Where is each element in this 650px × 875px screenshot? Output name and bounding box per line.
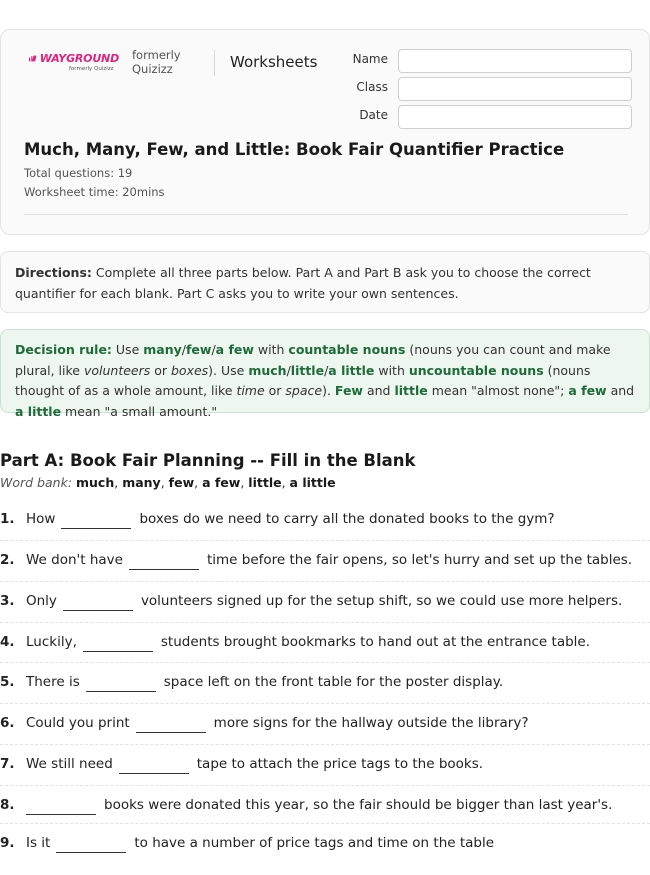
question-row (0, 634, 650, 674)
rule-text: or (264, 383, 286, 398)
worksheet-title: Much, Many, Few, and Little: Book Fair Quantifier Practice (24, 140, 565, 159)
name-label: Name (352, 52, 388, 66)
question-stem (26, 674, 503, 692)
part-a-title: Part A: Book Fair Planning -- Fill in the Blank (0, 451, 416, 470)
quantifier-a-little: a little (328, 362, 375, 378)
question-text-before: We still need (26, 756, 113, 772)
word-bank-item: little (248, 475, 282, 490)
header-bottom-divider (24, 214, 628, 215)
question-text-before: How (26, 511, 56, 527)
rule-text: (nouns thought of as a whole amount, like (15, 362, 591, 398)
word-bank-item: few (168, 475, 195, 490)
word-bank-item: a few (202, 475, 241, 490)
answer-blank[interactable] (136, 718, 206, 733)
formerly-quizizz-label: formerly Quizizz (132, 48, 181, 76)
total-questions: Total questions: 19 (24, 166, 133, 180)
question-text-before: Is it (26, 835, 51, 851)
question-number: 8. (0, 797, 15, 813)
word-bank-item: many (122, 475, 161, 490)
a-little-term: a little (15, 403, 62, 419)
question-stem (26, 511, 555, 529)
directions-text: Complete all three parts below. Part A and Part B ask you to choose the correct quantifier for each blank. Part C asks you to write your own sentences. (15, 265, 591, 301)
worksheets-label: Worksheets (230, 53, 318, 71)
question-row (0, 835, 650, 875)
logo-mark-icon (29, 54, 37, 63)
answer-blank[interactable] (86, 677, 156, 692)
quantifier-a-few: a few (215, 342, 254, 357)
answer-blank[interactable] (61, 514, 131, 529)
word-bank-item: a little (289, 475, 336, 490)
rule-text: mean "a small amount." (61, 403, 218, 419)
rule-text: Use (111, 342, 144, 357)
question-row (0, 797, 650, 837)
question-text-before: Could you print (26, 715, 130, 731)
rule-text: ). Use (208, 362, 249, 378)
question-stem (26, 593, 622, 611)
question-text-before: Luckily, (26, 634, 77, 650)
question-row (0, 715, 650, 755)
answer-blank[interactable] (26, 800, 96, 815)
wayground-logo (29, 52, 119, 72)
question-stem (26, 835, 494, 853)
rule-text: (nouns you can count and make plural, like (15, 342, 611, 378)
question-separator (0, 823, 650, 825)
question-separator (0, 703, 650, 705)
question-number: 3. (0, 593, 15, 609)
question-text-after: students brought bookmarks to hand out at the entrance table. (160, 634, 591, 650)
directions-label: Directions: (15, 265, 92, 280)
directions-box (0, 251, 650, 313)
question-text-before: There is (26, 674, 80, 690)
rule-text: with (374, 362, 409, 378)
question-text-after: tape to attach the price tags to the books. (196, 756, 484, 772)
header-divider (214, 50, 215, 76)
date-field[interactable] (398, 105, 632, 129)
question-number: 7. (0, 756, 15, 772)
question-separator (0, 744, 650, 746)
question-number: 1. (0, 511, 15, 527)
question-stem (26, 797, 612, 815)
rule-text: and (362, 383, 395, 398)
quantifier-little: little (290, 362, 325, 378)
question-text-after: volunteers signed up for the setup shift, so we could use more helpers. (140, 593, 623, 609)
class-label: Class (356, 80, 388, 94)
question-stem (26, 552, 632, 570)
answer-blank[interactable] (56, 838, 126, 853)
word-bank-item: much (76, 475, 115, 490)
question-row (0, 674, 650, 714)
question-number: 6. (0, 715, 15, 731)
question-number: 4. (0, 634, 15, 650)
rule-text: mean "almost none"; (427, 383, 569, 398)
countable-nouns-label: countable nouns (288, 342, 406, 357)
quantifier-few: few (185, 342, 212, 357)
class-field[interactable] (398, 77, 632, 101)
question-separator (0, 622, 650, 624)
quantifier-much: much (248, 362, 287, 378)
question-separator (0, 540, 650, 542)
question-text-after: books were donated this year, so the fair should be bigger than last year's. (104, 797, 613, 813)
answer-blank[interactable] (63, 596, 133, 611)
question-text-before: We don't have (26, 552, 123, 568)
answer-blank[interactable] (83, 637, 153, 652)
word-bank: Word bank: much, many, few, a few, little, a little (0, 475, 336, 490)
question-stem (26, 756, 483, 774)
question-text-after: time before the fair opens, so let's hurry and set up the tables. (206, 552, 633, 568)
uncountable-nouns-label: uncountable nouns (408, 362, 544, 378)
example-volunteers: volunteers (83, 362, 151, 378)
rule-text: or (150, 362, 171, 378)
logo-subtext: formerly Quizizz (69, 66, 114, 72)
worksheet-time: Worksheet time: 20mins (24, 185, 165, 199)
question-row (0, 552, 650, 592)
question-row (0, 593, 650, 633)
question-separator (0, 581, 650, 583)
example-boxes: boxes (170, 362, 209, 378)
question-number: 5. (0, 674, 15, 690)
question-text-after: space left on the front table for the poster display. (163, 674, 504, 690)
word-bank-label: Word bank (0, 475, 68, 490)
question-stem (26, 715, 529, 733)
a-few-term: a few (568, 383, 607, 398)
question-text-after: more signs for the hallway outside the library? (213, 715, 529, 731)
question-number: 2. (0, 552, 15, 568)
name-field[interactable] (398, 49, 632, 73)
rule-text: and (606, 383, 635, 398)
worksheet-header-card (0, 29, 650, 235)
example-space: space (285, 383, 323, 398)
question-separator (0, 785, 650, 787)
question-row (0, 511, 650, 551)
answer-blank[interactable] (129, 555, 199, 570)
question-text-after: to have a number of price tags and time on the table (134, 835, 495, 851)
question-stem (26, 634, 590, 652)
few-term: Few (334, 383, 363, 398)
little-term: little (394, 383, 428, 398)
rule-text: with (253, 342, 289, 357)
question-text-before: Only (26, 593, 57, 609)
decision-rule-label: Decision rule: (15, 342, 112, 357)
question-row (0, 756, 650, 796)
decision-rule-box: Decision rule: Use many/few/a few with countable nouns (nouns you can count and make plural, like volunteers or boxes). Use much/little/a little with uncountable nouns (nouns thought of as a whole amount, like time or space). Few and little mean "almost none"; a few and a little mean "a small amount." (0, 329, 650, 413)
question-text-after: boxes do we need to carry all the donated books to the gym? (139, 511, 555, 527)
question-separator (0, 662, 650, 664)
example-time: time (236, 383, 265, 398)
logo-text: WAYGROUND (39, 52, 119, 65)
date-label: Date (359, 108, 388, 122)
question-number: 9. (0, 835, 15, 851)
quantifier-many: many (143, 342, 182, 357)
rule-text: ). (322, 383, 335, 398)
answer-blank[interactable] (119, 759, 189, 774)
